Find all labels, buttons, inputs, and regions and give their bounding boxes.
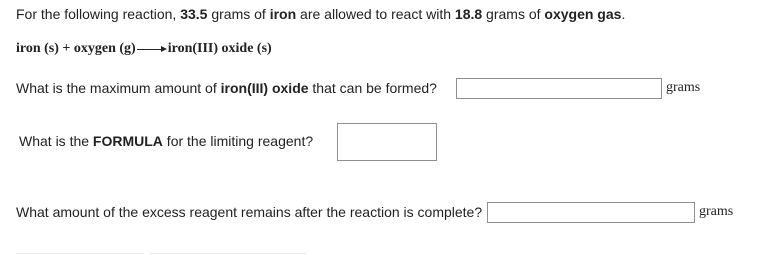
q3-unit-label: grams	[699, 204, 734, 219]
intro-part-4: grams of	[482, 6, 545, 22]
intro-text	[16, 5, 625, 23]
reaction-equation	[16, 40, 272, 58]
q1-unit-label: grams	[666, 80, 701, 95]
excess-reagent-input[interactable]	[487, 202, 695, 223]
intro-part-5: .	[621, 6, 626, 22]
question-2-prompt	[19, 132, 313, 150]
iron-label: iron	[269, 6, 297, 22]
intro-part-1: For the following reaction,	[16, 6, 181, 22]
intro-part-3: are allowed to react with	[296, 6, 455, 22]
equation-reactants: iron (s) + oxygen (g)	[16, 41, 136, 56]
iron-mass: 33.5	[180, 6, 208, 22]
question-3-prompt: What amount of the excess reagent remains after the reaction is complete?	[16, 204, 483, 220]
max-product-input[interactable]	[456, 78, 662, 99]
q1-text-bold: iron(III) oxide	[220, 80, 309, 96]
q1-text-pre: What is the maximum amount of	[16, 80, 221, 96]
reaction-arrow-icon	[137, 44, 167, 54]
oxygen-mass: 18.8	[454, 6, 483, 22]
bottom-divider-left	[16, 253, 144, 254]
q1-text-post: that can be formed?	[308, 80, 437, 96]
bottom-divider-right	[150, 253, 306, 254]
limiting-reagent-formula-input[interactable]	[337, 123, 437, 161]
question-1-prompt	[16, 79, 437, 97]
q2-text-pre: What is the	[19, 133, 93, 149]
oxygen-label: oxygen gas	[544, 6, 622, 22]
intro-part-2: grams of	[207, 6, 270, 22]
q2-text-bold: FORMULA	[92, 133, 163, 149]
equation-product: iron(III) oxide (s)	[167, 41, 272, 56]
q2-text-post: for the limiting reagent?	[162, 133, 314, 149]
